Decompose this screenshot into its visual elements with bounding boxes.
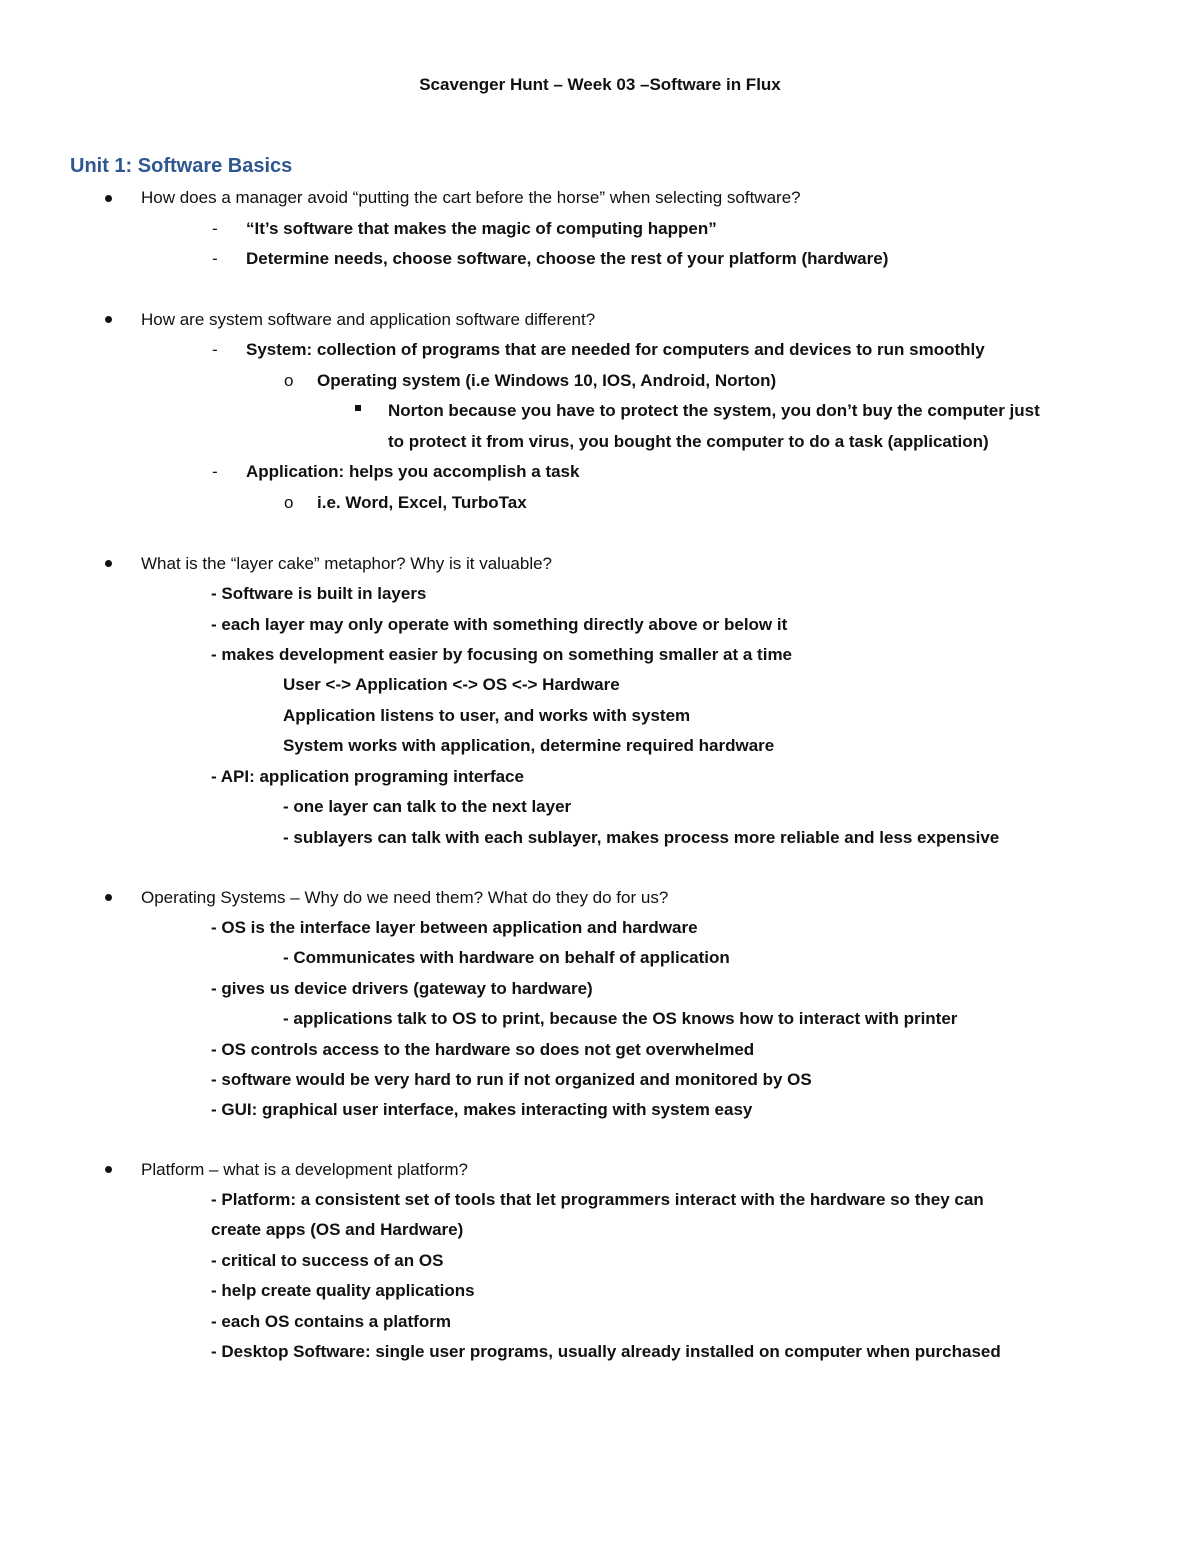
answer-line: - applications talk to OS to print, because the OS knows how to interact with printer <box>283 1009 958 1028</box>
dash-marker: - <box>212 219 218 238</box>
answer-line: System: collection of programs that are needed for computers and devices to run smoothly <box>246 340 985 359</box>
answer-line: Application: helps you accomplish a task <box>246 462 580 481</box>
question-text: Platform – what is a development platform? <box>141 1160 468 1179</box>
dash-marker: - <box>212 340 218 359</box>
answer-line: - Platform: a consistent set of tools that let programmers interact with the hardware so they can <box>211 1190 984 1209</box>
answer-line: - software would be very hard to run if not organized and monitored by OS <box>211 1070 812 1089</box>
answer-line: - gives us device drivers (gateway to hardware) <box>211 979 593 998</box>
dash-marker: - <box>212 249 218 268</box>
answer-line: - API: application programing interface <box>211 767 524 786</box>
answer-line: Norton because you have to protect the system, you don’t buy the computer just <box>388 401 1040 420</box>
bullet-icon <box>105 195 112 202</box>
answer-line: - GUI: graphical user interface, makes interacting with system easy <box>211 1100 753 1119</box>
answer-line: Determine needs, choose software, choose the rest of your platform (hardware) <box>246 249 889 268</box>
answer-line: - OS controls access to the hardware so does not get overwhelmed <box>211 1040 755 1059</box>
answer-line: - sublayers can talk with each sublayer, makes process more reliable and less expensive <box>283 828 1000 847</box>
question-text: How does a manager avoid “putting the cart before the horse” when selecting software? <box>141 188 801 207</box>
answer-line: - each layer may only operate with something directly above or below it <box>211 615 788 634</box>
answer-line: “It’s software that makes the magic of computing happen” <box>246 219 717 238</box>
answer-line: - Desktop Software: single user programs, usually already installed on computer when purchased <box>211 1342 1001 1361</box>
answer-line: - critical to success of an OS <box>211 1251 444 1270</box>
answer-line: - Communicates with hardware on behalf of application <box>283 948 730 967</box>
answer-line: System works with application, determine required hardware <box>283 736 775 755</box>
bullet-icon <box>105 560 112 567</box>
answer-line: - Software is built in layers <box>211 584 427 603</box>
answer-line: User <-> Application <-> OS <-> Hardware <box>283 675 620 694</box>
answer-line: Operating system (i.e Windows 10, IOS, Android, Norton) <box>317 371 777 390</box>
question-text: What is the “layer cake” metaphor? Why is it valuable? <box>141 554 553 573</box>
answer-line: i.e. Word, Excel, TurboTax <box>317 493 527 512</box>
answer-line: - one layer can talk to the next layer <box>283 797 572 816</box>
answer-line: Application listens to user, and works with system <box>283 706 691 725</box>
unit-heading: Unit 1: Software Basics <box>70 155 293 177</box>
question-text: Operating Systems – Why do we need them? What do they do for us? <box>141 888 669 907</box>
bullet-icon <box>105 1166 112 1173</box>
answer-line: - each OS contains a platform <box>211 1312 451 1331</box>
answer-line: - OS is the interface layer between application and hardware <box>211 918 698 937</box>
dash-marker: - <box>212 462 218 481</box>
bullet-icon <box>105 316 112 323</box>
answer-line: create apps (OS and Hardware) <box>211 1220 464 1239</box>
bullet-icon <box>105 894 112 901</box>
answer-line: - makes development easier by focusing on something smaller at a time <box>211 645 793 664</box>
document-title: Scavenger Hunt – Week 03 –Software in Flux <box>419 75 781 94</box>
square-bullet-icon <box>355 405 361 411</box>
answer-line: - help create quality applications <box>211 1281 475 1300</box>
circle-marker: o <box>284 371 294 390</box>
circle-marker: o <box>284 493 294 512</box>
answer-line: to protect it from virus, you bought the computer to do a task (application) <box>388 432 989 451</box>
question-text: How are system software and application software different? <box>141 310 596 329</box>
